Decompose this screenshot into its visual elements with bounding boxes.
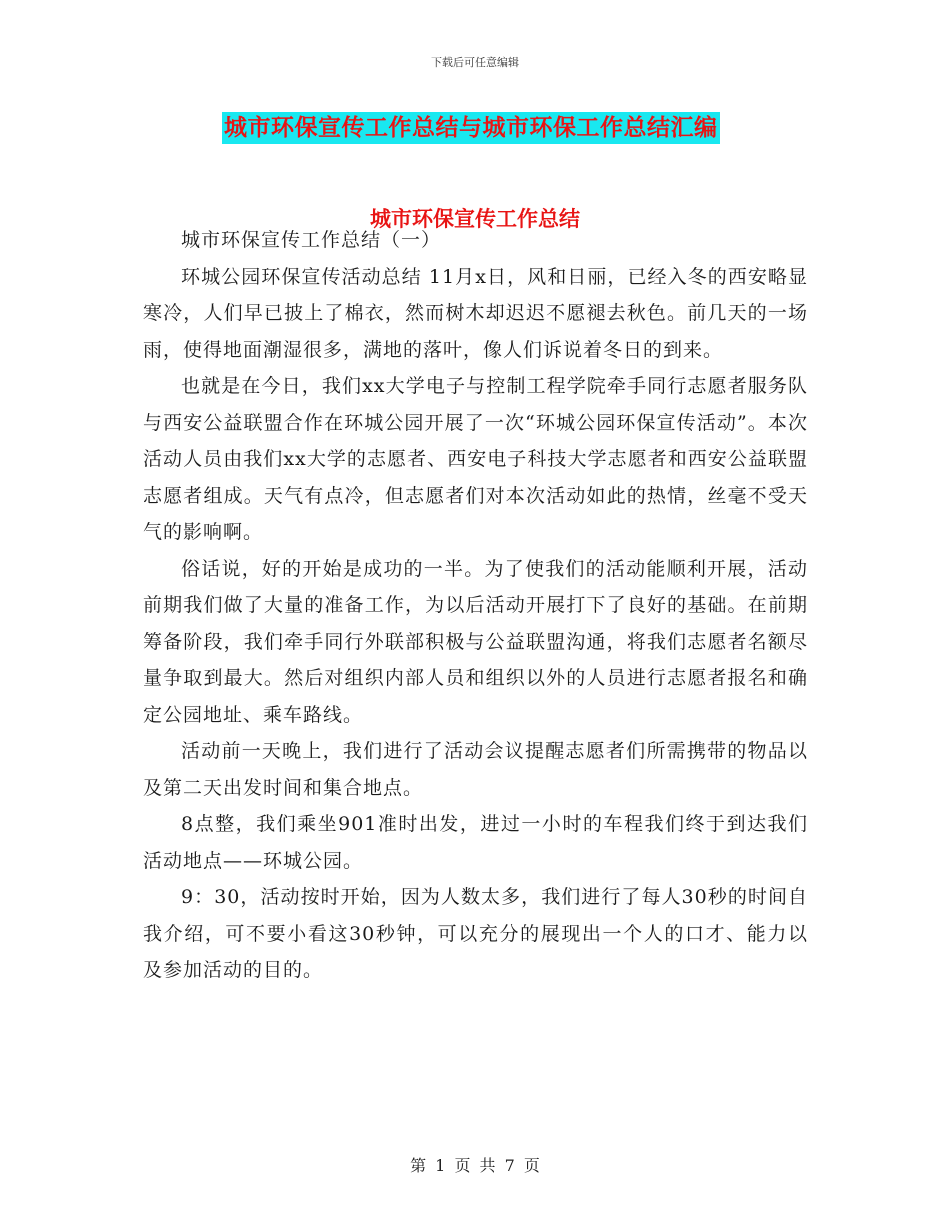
body-paragraph: 9：30，活动按时开始，因为人数太多，我们进行了每人30秒的时间自我介绍，可不要小看这30秒钟，可以充分的展现出一个人的口才、能力以及参加活动的目的。 xyxy=(143,886,808,981)
page-header-note: 下载后可任意编辑 xyxy=(431,56,519,69)
body-paragraph: 也就是在今日，我们xx大学电子与控制工程学院牵手同行志愿者服务队与西安公益联盟合作在环城公园开展了一次“环城公园环保宣传活动”。本次活动人员由我们xx大学的志愿者、西安电子科技大学志愿者和西安公益联盟志愿者组成。天气有点冷，但志愿者们对本次活动如此的热情，丝毫不受天气的影响啊。 xyxy=(143,375,808,543)
body-paragraph: 环城公园环保宣传活动总结 11月x日，风和日丽，已经入冬的西安略显寒冷，人们早已披上了棉衣，然而树木却迟迟不愿褪去秋色。前几天的一场雨，使得地面潮湿很多，满地的落叶，像人们诉说着冬日的到来。 xyxy=(143,265,808,361)
section-title: 城市环保宣传工作总结 xyxy=(370,207,580,231)
body-paragraph: 8点整，我们乘坐901准时出发，进过一小时的车程我们终于到达我们活动地点——环城公园。 xyxy=(143,813,808,872)
body-paragraph: 活动前一天晚上，我们进行了活动会议提醒志愿者们所需携带的物品以及第二天出发时间和集合地点。 xyxy=(143,740,808,799)
page-number-footer: 第 1 页 共 7 页 xyxy=(410,1156,540,1175)
body-paragraph: 俗话说，好的开始是成功的一半。为了使我们的活动能顺利开展，活动前期我们做了大量的准备工作，为以后活动开展打下了良好的基础。在前期筹备阶段，我们牵手同行外联部积极与公益联盟沟通，将我们志愿者名额尽量争取到最大。然后对组织内部人员和组织以外的人员进行志愿者报名和确定公园地址、乘车路线。 xyxy=(143,557,808,726)
document-body xyxy=(143,222,808,989)
sub-heading: 城市环保宣传工作总结（一） xyxy=(181,229,442,251)
document-title: 城市环保宣传工作总结与城市环保工作总结汇编 xyxy=(222,112,720,144)
